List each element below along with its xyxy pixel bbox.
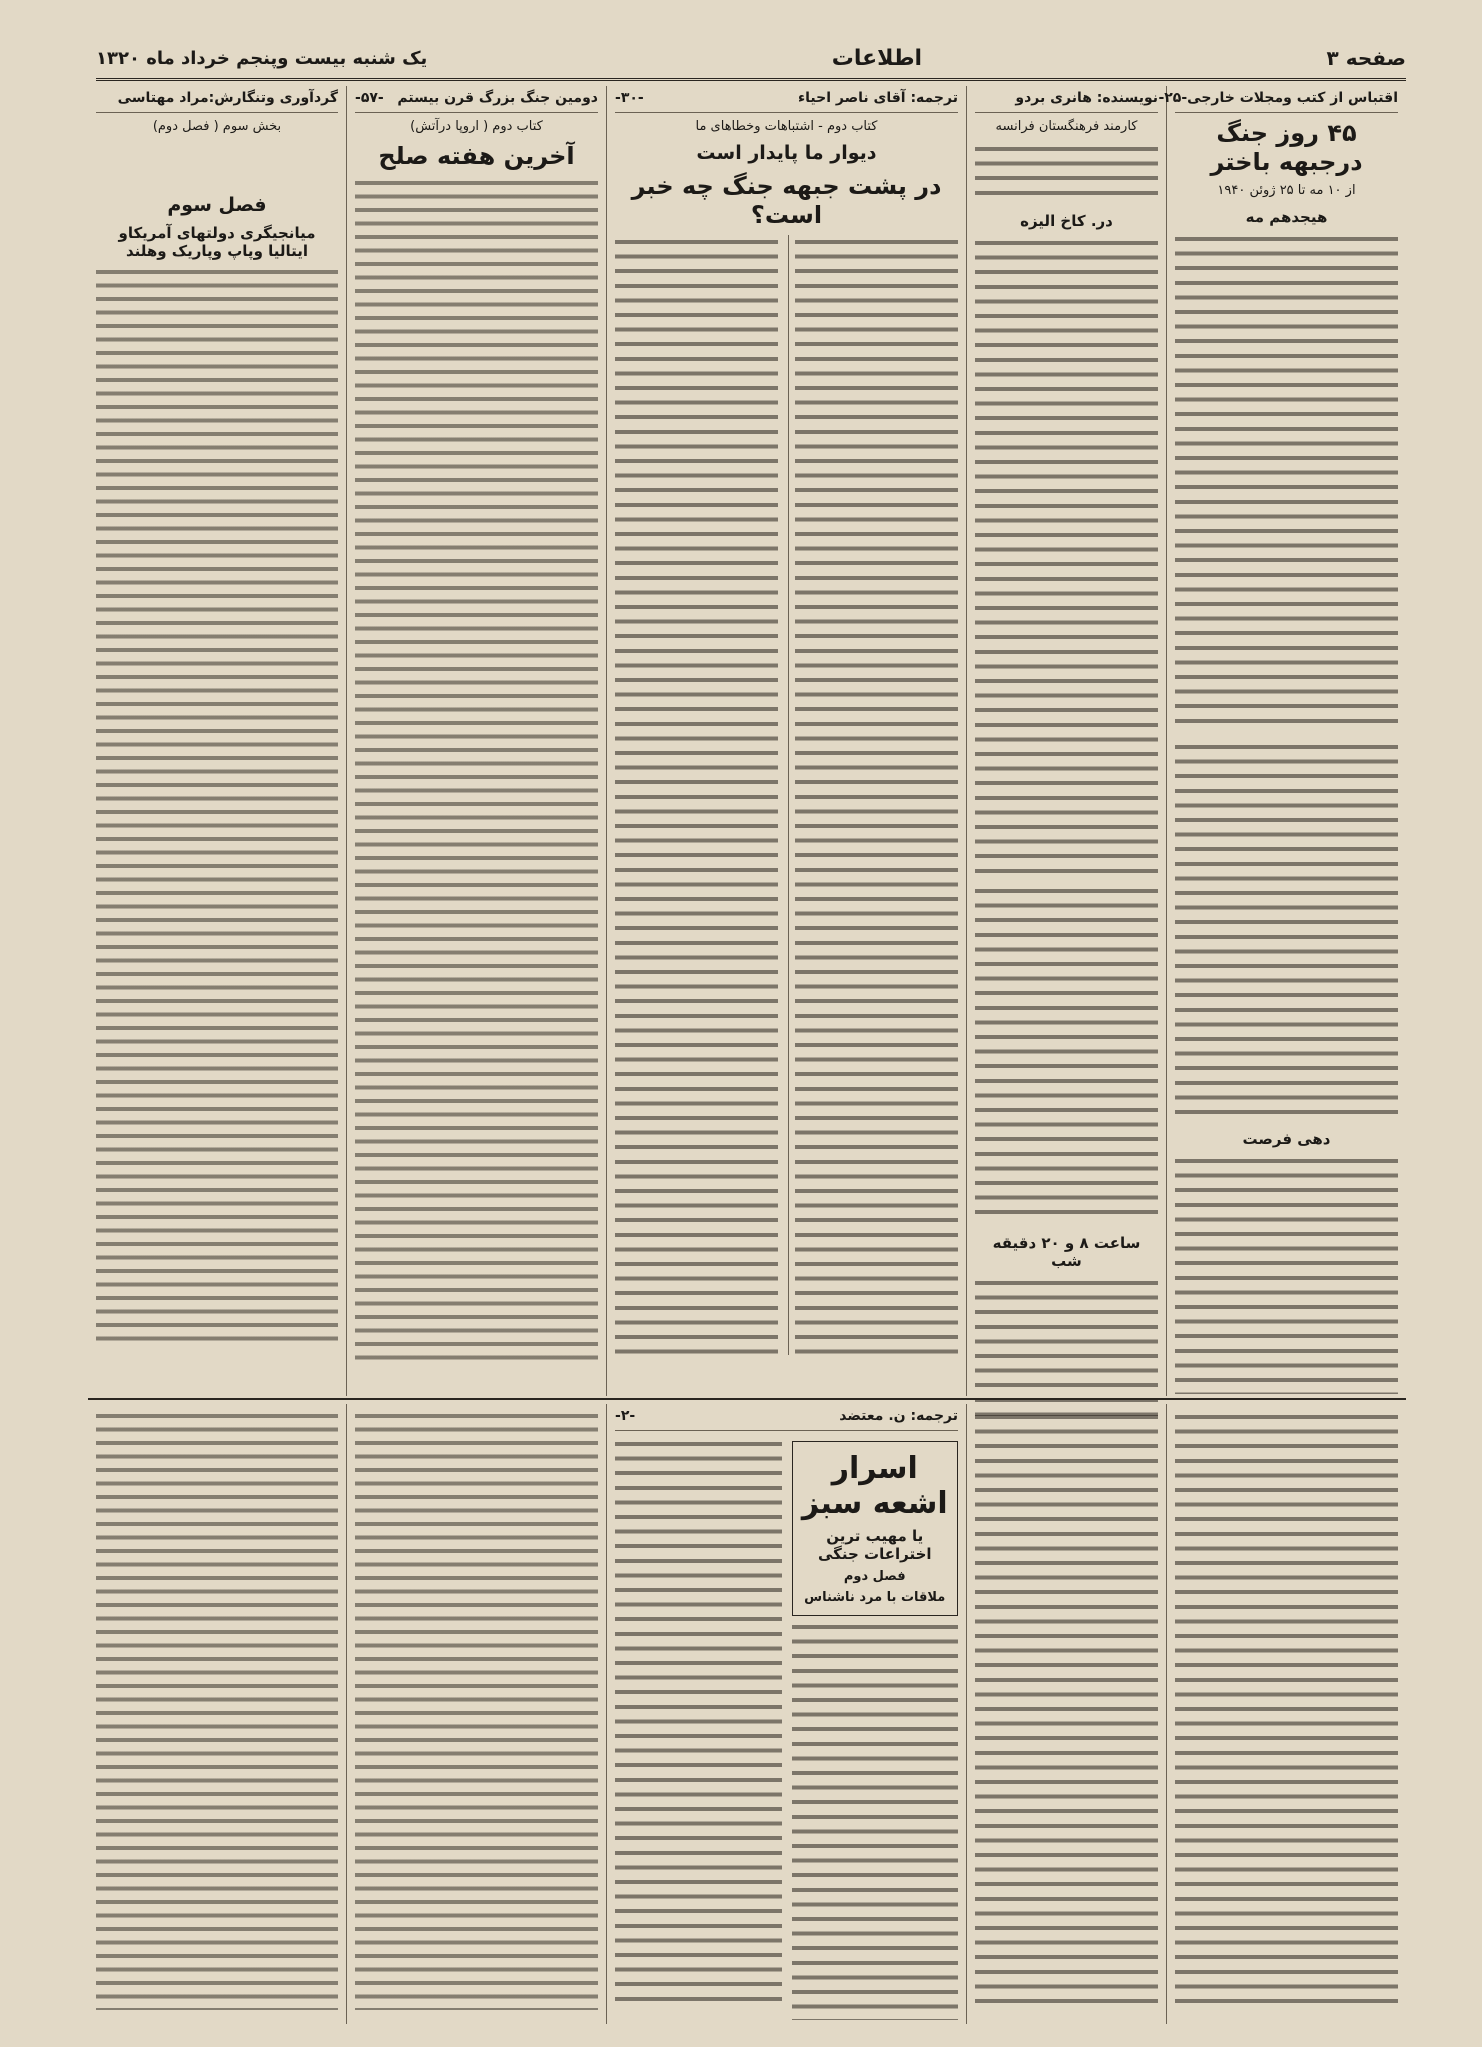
article-body xyxy=(615,235,778,1355)
masthead xyxy=(96,38,1406,81)
top-section xyxy=(88,86,1406,1396)
column-header: ترجمه: آقای ناصر احیاء -۳۰- xyxy=(615,86,958,113)
section-label: بخش سوم ( فصل دوم) xyxy=(152,119,282,134)
section-heading: ملاقات با مرد ناشناس xyxy=(804,1590,946,1605)
story-title-box xyxy=(792,1441,959,1616)
subheadline: یا مهیب ترین اختراعات جنگی xyxy=(817,1527,932,1563)
headline-top: دیوار ما پایدار است xyxy=(696,142,877,164)
article-body xyxy=(1175,740,1398,1120)
column-page-number: -۵۷- xyxy=(355,90,384,106)
bottom-section xyxy=(88,1404,1406,2024)
book-title: کتاب دوم ( اروپا درآتش) xyxy=(410,119,543,134)
column-header: گردآوری وتنگارش:مراد مهتاسی xyxy=(96,86,338,113)
article-body xyxy=(975,236,1158,876)
article-body xyxy=(96,1410,338,2010)
article-body xyxy=(1175,1154,1398,1394)
article-body xyxy=(1175,1410,1398,2010)
article-body xyxy=(615,1437,782,2007)
headline: در پشت جبهه جنگ چه خبر است؟ xyxy=(631,171,942,229)
headline: آخرین هفته صلح xyxy=(378,142,575,170)
column-behind-front xyxy=(606,86,966,1396)
paper-name: اطلاعات xyxy=(831,45,923,71)
section-heading: دهی فرصت xyxy=(1242,1129,1331,1148)
article-body xyxy=(975,884,1158,1224)
column-bordeaux xyxy=(966,86,1166,1396)
column-header: ترجمه: ن. معتضد -۲- xyxy=(615,1404,958,1431)
article-body xyxy=(792,1620,959,2020)
column-header: نویسنده: هانری بردو xyxy=(975,86,1158,113)
article-body xyxy=(975,1410,1158,2010)
chapter-title: فصل دوم xyxy=(843,1569,906,1584)
green-ray-story xyxy=(606,1404,966,2024)
section-heading: هیجدهم مه xyxy=(1245,207,1328,226)
article-body xyxy=(788,235,958,1355)
subheadline: از ۱۰ مه تا ۲۵ ژوئن ۱۹۴۰ xyxy=(1217,182,1356,198)
column-war-45-days xyxy=(1158,86,1406,1396)
page-number: صفحه ۳ xyxy=(1326,46,1406,70)
section-divider xyxy=(88,1398,1406,1400)
section-heading: در. کاخ الیزه xyxy=(1020,212,1113,230)
article-body xyxy=(1175,232,1398,732)
column-page-number: -۲۵- xyxy=(1158,90,1188,106)
article-body xyxy=(355,1410,598,2010)
column-header: دومین جنگ بزرگ قرن بیستم -۵۷- xyxy=(355,86,598,113)
headline: ۴۵ روز جنگ درجبهه باختر xyxy=(1210,119,1363,176)
column-mediation xyxy=(88,86,346,1396)
chapter-title: فصل سوم xyxy=(167,194,267,216)
article-body xyxy=(355,177,598,1367)
headline: اسرار اشعه سبز xyxy=(801,1451,948,1521)
section-heading: ساعت ۸ و ۲۰ دقیقه شب xyxy=(992,1234,1141,1270)
author-title: کارمند فرهنگستان فرانسه xyxy=(995,119,1138,134)
issue-date: یک شنبه بیست وپنجم خرداد ماه ۱۳۲۰ xyxy=(96,47,428,69)
column-page-number: -۳۰- xyxy=(615,90,644,106)
headline: میانجیگری دولتهای آمریکاو ایتالیا وپاپ وپاریک وهلند xyxy=(118,223,316,260)
column-last-week-peace xyxy=(346,86,606,1396)
column-page-number: -۲- xyxy=(615,1408,636,1424)
article-body xyxy=(96,266,338,1346)
column-header: اقتباس از کتب ومجلات خارجی -۲۵- xyxy=(1175,86,1398,113)
book-title: کتاب دوم - اشتباهات وخطاهای ما xyxy=(695,119,878,134)
article-body xyxy=(975,1276,1158,1416)
